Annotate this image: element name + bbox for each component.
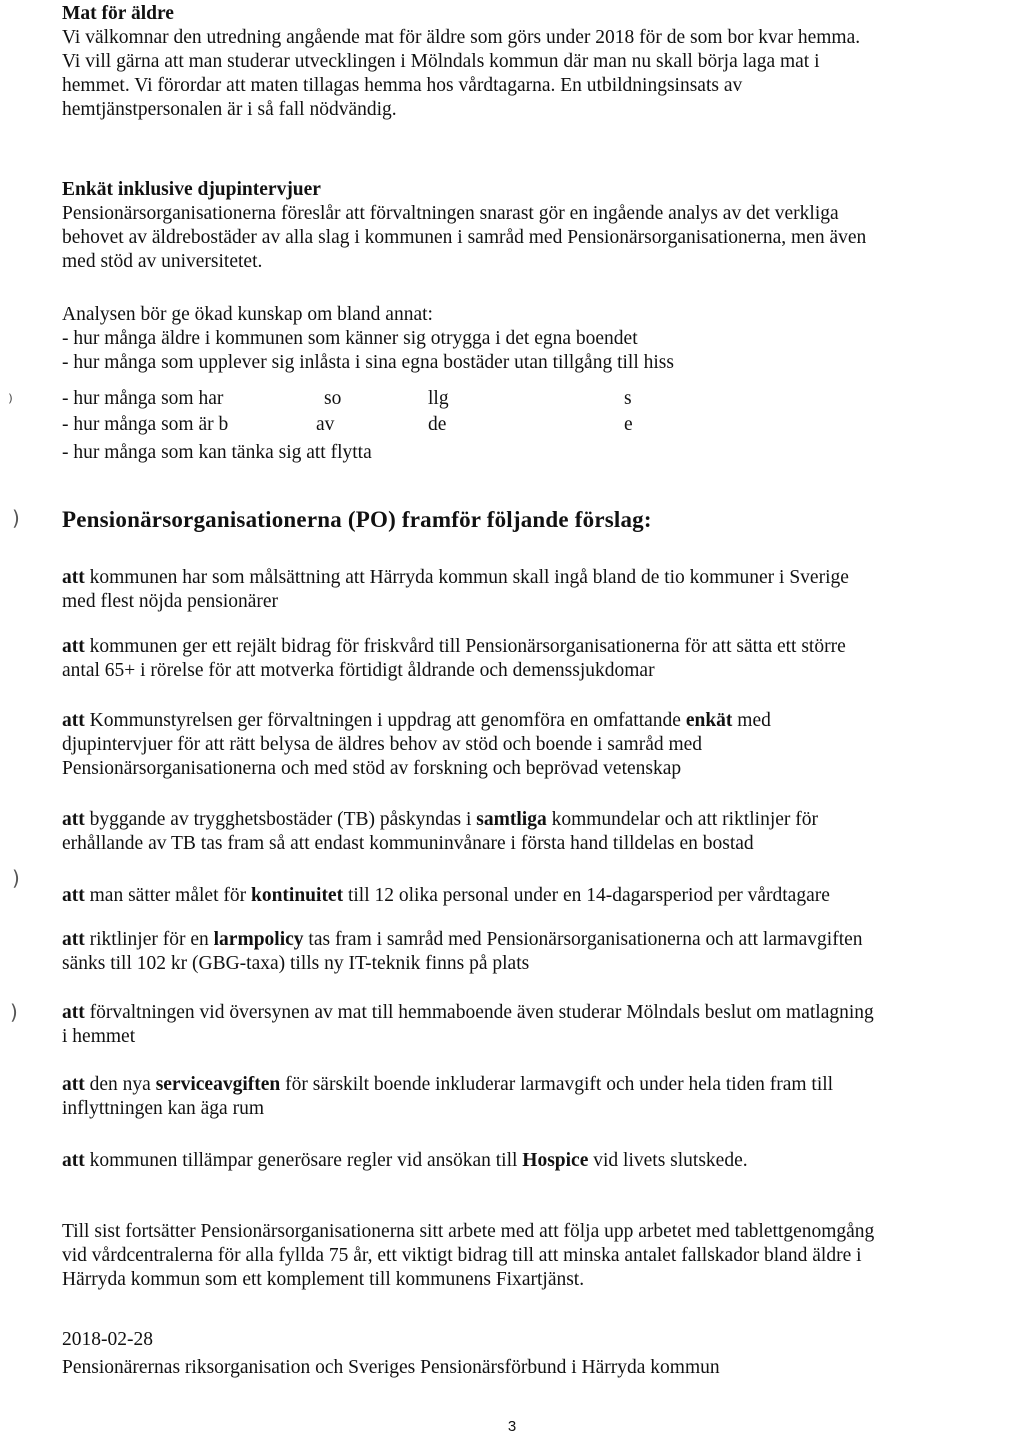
- list-item-partial: [62, 387, 1018, 411]
- proposal-line: inflyttningen kan äga rum: [62, 1098, 264, 1119]
- proposal-line: att den nya serviceavgiften för särskilt boende inkluderar larmavgift och under hela tiden fram till: [62, 1074, 834, 1095]
- proposal-line: sänks till 102 kr (GBG-taxa) tills ny IT-teknik finns på plats: [62, 953, 530, 974]
- list-item-fragment: de: [428, 414, 447, 435]
- proposal-line: att kommunen ger ett rejält bidrag för friskvård till Pensionärsorganisationerna för att sätta ett större: [62, 636, 846, 657]
- signature-date: 2018-02-28: [62, 1329, 153, 1350]
- section-mat: [62, 2, 1018, 122]
- proposal-item: [62, 1073, 1018, 1121]
- proposal-line: att kommunen tillämpar generösare regler vid ansökan till Hospice vid livets slutskede.: [62, 1150, 748, 1171]
- proposal-item: [62, 928, 1018, 976]
- list-item-fragment: e: [624, 414, 633, 435]
- page-number: 3: [507, 1418, 517, 1435]
- paragraph-line: Vi välkomnar den utredning angående mat för äldre som görs under 2018 för de som bor kvar hemma.: [62, 27, 861, 48]
- section-enkat: [62, 178, 1018, 274]
- proposal-item: [62, 566, 1018, 614]
- margin-mark: ): [10, 1000, 18, 1024]
- list-item-text: - hur många som kan tänka sig att flytta: [62, 442, 372, 463]
- paragraph-line: Till sist fortsätter Pensionärsorganisationerna sitt arbete med att följa upp arbetet med tablettgenomgång: [62, 1221, 875, 1242]
- proposal-line: att kommunen har som målsättning att Härryda kommun skall ingå bland de tio kommuner i Sverige: [62, 567, 849, 588]
- signature-block: [62, 1328, 1018, 1380]
- closing-paragraph: [62, 1220, 1018, 1292]
- list-item-fragment: so: [324, 388, 342, 409]
- list-item: - hur många äldre i kommunen som känner sig otrygga i det egna boendet: [62, 328, 638, 349]
- list-item-fragment: - hur många som har: [62, 388, 224, 409]
- list-item-fragment: llg: [428, 388, 449, 409]
- section-heading: Mat för äldre: [62, 3, 174, 24]
- paragraph-line: Pensionärsorganisationerna föreslår att förvaltningen snarast gör en ingående analys av det verkliga: [62, 203, 839, 224]
- proposal-line: i hemmet: [62, 1026, 136, 1047]
- list-item-fragment: s: [624, 388, 632, 409]
- section-heading: Pensionärsorganisationerna (PO) framför följande förslag:: [62, 507, 652, 532]
- proposal-item: [62, 1149, 1018, 1173]
- proposal-line: djupintervjuer för att rätt belysa de äldres behov av stöd och boende i samråd med: [62, 734, 703, 755]
- analys-intro: Analysen bör ge ökad kunskap om bland annat:: [62, 304, 433, 325]
- proposal-line: att Kommunstyrelsen ger förvaltningen i uppdrag att genomföra en omfattande enkät med: [62, 710, 771, 731]
- proposal-line: med flest nöjda pensionärer: [62, 591, 279, 612]
- proposal-line: antal 65+ i rörelse för att motverka förtidigt åldrande och demenssjukdomar: [62, 660, 655, 681]
- paragraph-line: Härryda kommun som ett komplement till kommunens Fixartjänst.: [62, 1269, 585, 1290]
- proposal-line: att byggande av trygghetsbostäder (TB) påskyndas i samtliga kommundelar och att riktlinjer för: [62, 809, 819, 830]
- proposal-item: [62, 1001, 1018, 1049]
- paragraph-line: med stöd av universitetet.: [62, 251, 263, 272]
- paragraph-line: hemmet. Vi förordar att maten tillagas hemma hos vårdtagarna. En utbildningsinsats av: [62, 75, 743, 96]
- paragraph-line: Vi vill gärna att man studerar utvecklingen i Mölndals kommun där man nu skall börja laga mat i: [62, 51, 820, 72]
- margin-mark: ): [12, 866, 20, 890]
- list-item-fragment: av: [316, 414, 335, 435]
- proposal-line: Pensionärsorganisationerna och med stöd av forskning och beprövad vetenskap: [62, 758, 682, 779]
- list-item: - hur många som upplever sig inlåsta i sina egna bostäder utan tillgång till hiss: [62, 352, 674, 373]
- section-heading: Enkät inklusive djupintervjuer: [62, 179, 321, 200]
- margin-mark: ): [12, 506, 20, 530]
- paragraph-line: behovet av äldrebostäder av alla slag i kommunen i samråd med Pensionärsorganisationerna, men även: [62, 227, 867, 248]
- proposal-line: att förvaltningen vid översynen av mat till hemmaboende även studerar Mölndals beslut om matlagning: [62, 1002, 874, 1023]
- proposal-item: [62, 884, 1018, 908]
- paragraph-line: hemtjänstpersonalen är i så fall nödvändig.: [62, 99, 397, 120]
- paragraph-line: vid vårdcentralerna för alla fyllda 75 år, ett viktigt bidrag till att minska antalet fallskador bland äldre i: [62, 1245, 862, 1266]
- list-item-fragment: - hur många som är b: [62, 414, 229, 435]
- section-analys: [62, 303, 1018, 375]
- proposal-item: [62, 635, 1018, 683]
- margin-mark: ⁾: [8, 390, 13, 414]
- proposal-item: [62, 709, 1018, 781]
- proposal-line: att riktlinjer för en larmpolicy tas fram i samråd med Pensionärsorganisationerna och att larmavgiften: [62, 929, 863, 950]
- proposal-line: att man sätter målet för kontinuitet till 12 olika personal under en 14-dagarsperiod per vårdtagare: [62, 885, 830, 906]
- list-item: [62, 441, 1018, 465]
- proposal-line: erhållande av TB tas fram så att endast kommuninvånare i första hand tilldelas en bostad: [62, 833, 754, 854]
- proposal-item: [62, 808, 1018, 856]
- section-forslag: [62, 508, 1018, 532]
- list-item-partial: [62, 413, 1018, 437]
- signature-org: Pensionärernas riksorganisation och Sveriges Pensionärsförbund i Härryda kommun: [62, 1357, 720, 1378]
